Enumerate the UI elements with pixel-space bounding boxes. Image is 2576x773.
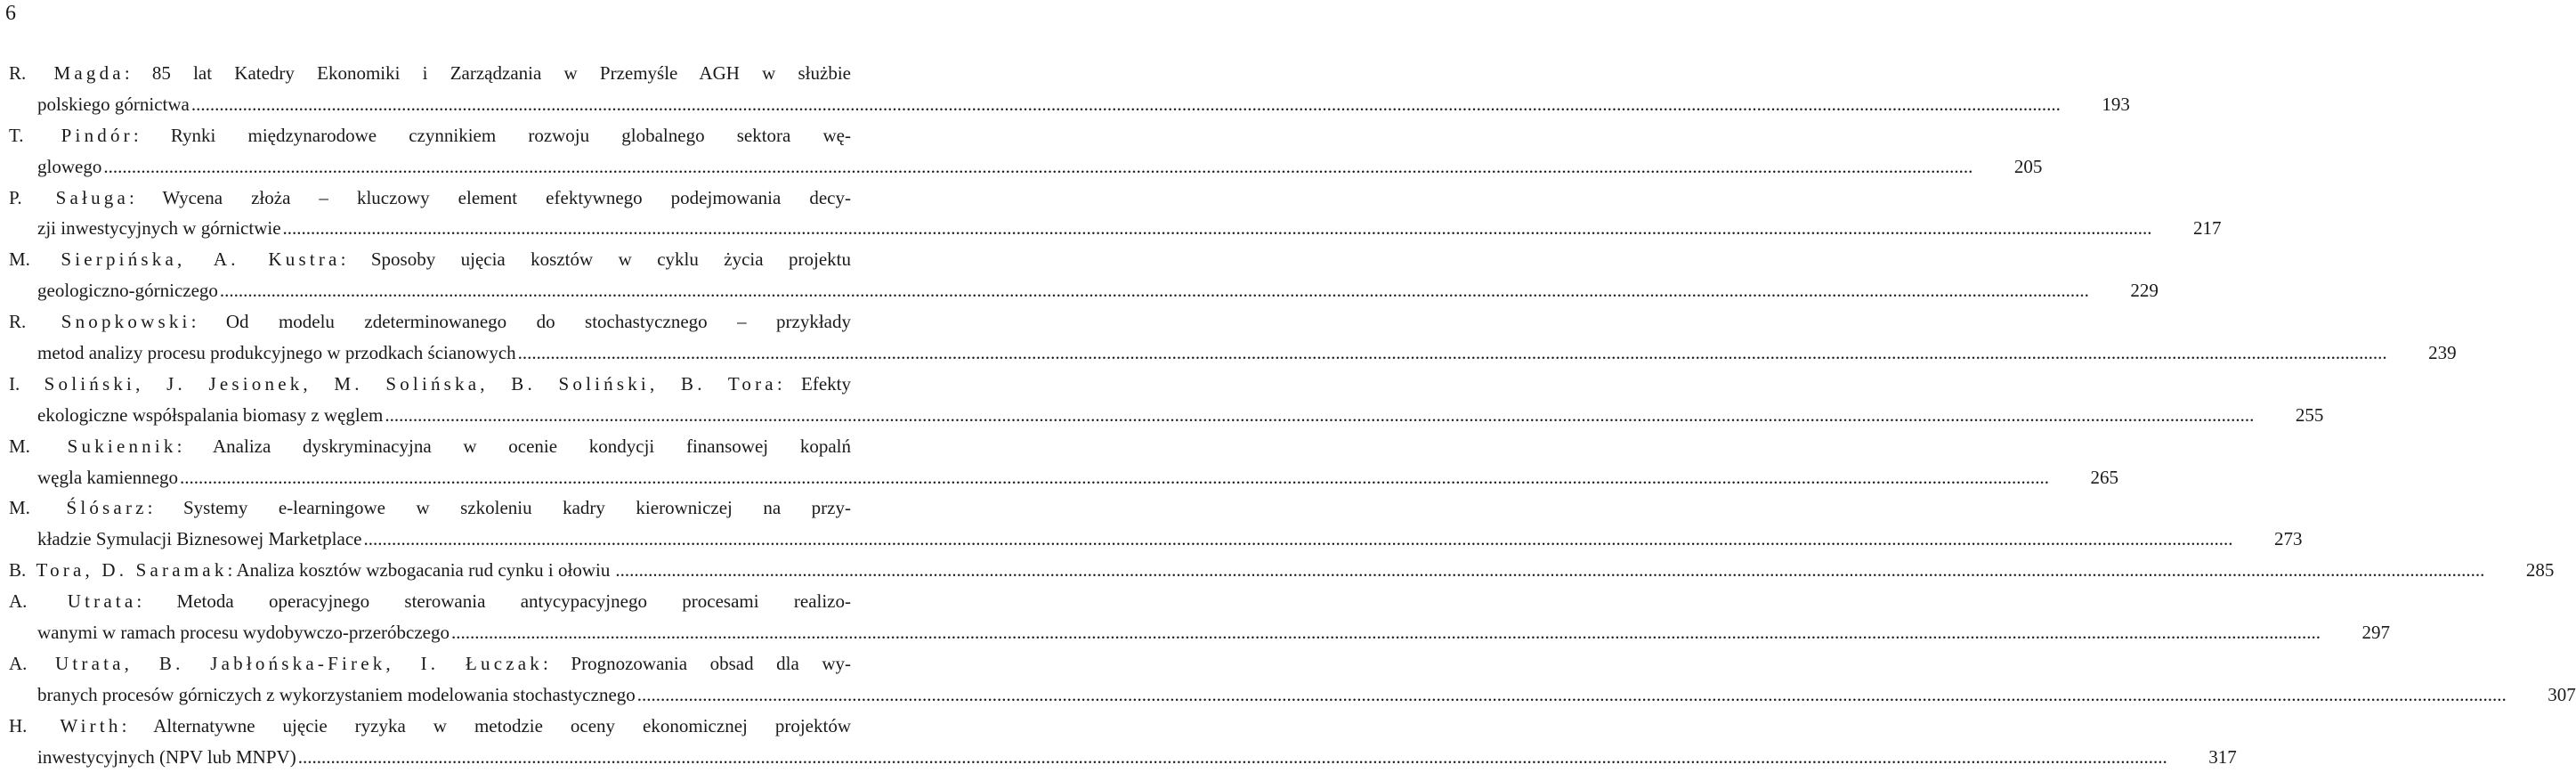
- page-ref: 265: [2090, 466, 2119, 488]
- entry-authors: Snopkowski: [61, 311, 191, 333]
- dot-leader: ................................................................................................................................................................................................................................................................................................................................................................................................................: [180, 466, 2050, 488]
- toc-entry-leader-line: [9, 462, 2119, 493]
- dot-leader: ................................................................................................................................................................................................................................................................................................................................................................................................................: [219, 280, 2089, 302]
- entry-title-tail: glowego: [37, 155, 102, 177]
- entry-authors: Wirth: [60, 714, 122, 736]
- entry-first-line: [9, 120, 851, 151]
- entry-initial: A.: [9, 652, 50, 674]
- dot-leader: ................................................................................................................................................................................................................................................................................................................................................................................................................: [385, 403, 2255, 426]
- dot-leader: ................................................................................................................................................................................................................................................................................................................................................................................................................: [190, 93, 2061, 115]
- toc-entry: [9, 369, 2324, 431]
- page-ref: 193: [2102, 93, 2130, 115]
- page-ref: 217: [2193, 217, 2222, 240]
- entry-title: : Efekty: [776, 372, 852, 395]
- entry-initial: T.: [9, 124, 56, 146]
- entry-title-tail: ekologiczne współspalania biomasy z węglem: [37, 403, 384, 426]
- entry-first-line: [9, 58, 851, 89]
- entry-initial: M.: [9, 248, 56, 271]
- entry-title: : Metoda operacyjnego sterowania antycypacyjnego procesami realizo-: [136, 590, 851, 613]
- page-ref: 285: [2525, 559, 2555, 582]
- entry-authors: Saługa: [55, 186, 130, 208]
- entry-first-line: [9, 555, 610, 586]
- toc-entry-leader-line: [9, 151, 2043, 183]
- toc-entry: [9, 183, 2222, 245]
- toc-entry-leader-line: [9, 617, 2390, 648]
- toc-entry: [9, 431, 2119, 493]
- entry-authors: Sierpińska, A. Kustra: [61, 248, 341, 271]
- entry-title-tail: węgla kamiennego: [37, 466, 179, 488]
- entry-title: : Od modelu zdeterminowanego do stochastycznego – przykłady: [190, 311, 851, 333]
- entry-title-tail: zji inwestycyjnych w górnictwie: [37, 217, 281, 240]
- entry-title-tail: kładzie Symulacji Biznesowej Marketplace: [37, 528, 362, 550]
- toc-entry-leader-line: [9, 524, 2303, 555]
- page-ref: 317: [2208, 745, 2237, 768]
- entry-title: : Analiza kosztów wzbogacania rud cynku i ołowiu: [227, 559, 611, 582]
- toc-entry-leader-line: [9, 400, 2324, 431]
- entry-title: : Prognozowania obsad dla wy-: [543, 652, 852, 674]
- toc-entry: [9, 711, 2237, 773]
- entry-first-line: [9, 431, 851, 462]
- toc-entry: [9, 306, 2457, 369]
- entry-first-line: [9, 492, 851, 524]
- page-ref: 239: [2428, 342, 2457, 364]
- entry-initial: R.: [9, 311, 56, 333]
- toc-entry: [9, 586, 2390, 648]
- toc-entry-leader-line: [9, 555, 2555, 586]
- page-ref: 307: [2548, 683, 2576, 705]
- toc-entry-leader-line: [9, 679, 2576, 711]
- toc-entry: [9, 244, 2159, 306]
- entry-initial: P.: [9, 186, 51, 208]
- toc-entry: [9, 555, 2555, 586]
- entry-first-line: [9, 369, 851, 400]
- toc-entry-leader-line: [9, 275, 2159, 306]
- table-of-contents: [9, 58, 2576, 772]
- entry-title-tail: polskiego górnictwa: [37, 93, 190, 115]
- toc-entry: [9, 648, 2576, 711]
- entry-authors: Sukiennik: [67, 435, 177, 457]
- entry-first-line: [9, 648, 851, 679]
- entry-authors: Utrata: [67, 590, 137, 613]
- entry-title-tail: metod analizy procesu produkcyjnego w przodkach ścianowych: [37, 342, 516, 364]
- entry-title: : Analiza dyskryminacyjna w ocenie kondycji finansowej kopalń: [176, 435, 851, 457]
- dot-leader: ................................................................................................................................................................................................................................................................................................................................................................................................................: [282, 217, 2152, 240]
- entry-authors: Utrata, B. Jabłońska-Firek, I. Łuczak: [54, 652, 544, 674]
- entry-first-line: [9, 244, 851, 275]
- entry-initial: I.: [9, 372, 39, 395]
- toc-entry-leader-line: [9, 213, 2222, 244]
- page-ref: 297: [2361, 622, 2390, 644]
- toc-entry-leader-line: [9, 742, 2237, 773]
- entry-authors: Ślósarz: [66, 497, 148, 519]
- dot-leader: ................................................................................................................................................................................................................................................................................................................................................................................................................: [103, 155, 1973, 177]
- entry-first-line: [9, 586, 851, 617]
- toc-entry-leader-line: [9, 338, 2457, 369]
- toc-entry-leader-line: [9, 89, 2130, 120]
- page-ref: 229: [2130, 280, 2159, 302]
- dot-leader: ................................................................................................................................................................................................................................................................................................................................................................................................................: [615, 559, 2485, 582]
- toc-entry: [9, 120, 2043, 183]
- entry-initial: R.: [9, 62, 49, 84]
- entry-title-tail: geologiczno-górniczego: [37, 280, 218, 302]
- page-ref: 273: [2273, 528, 2303, 550]
- dot-leader: ................................................................................................................................................................................................................................................................................................................................................................................................................: [636, 683, 2507, 705]
- dot-leader: ................................................................................................................................................................................................................................................................................................................................................................................................................: [450, 622, 2321, 644]
- toc-entry: [9, 58, 2130, 120]
- entry-initial: B.: [9, 559, 31, 582]
- entry-title: : Wycena złoża – kluczowy element efektywnego podejmowania decy-: [129, 186, 851, 208]
- entry-title-tail: inwestycyjnych (NPV lub MNPV): [37, 745, 296, 768]
- dot-leader: ................................................................................................................................................................................................................................................................................................................................................................................................................: [363, 528, 2233, 550]
- toc-entry: [9, 492, 2303, 555]
- entry-authors: Soliński, J. Jesionek, M. Solińska, B. Soliński, B. Tora: [44, 372, 777, 395]
- entry-initial: A.: [9, 590, 62, 613]
- entry-initial: H.: [9, 714, 55, 736]
- entry-authors: Pindór: [61, 124, 134, 146]
- entry-title: : Systemy e-learningowe w szkoleniu kadry kierowniczej na przy-: [147, 497, 851, 519]
- entry-authors: Magda: [53, 62, 125, 84]
- entry-title-tail: wanymi w ramach procesu wydobywczo-przeróbczego: [37, 622, 450, 644]
- entry-title: : Rynki międzynarodowe czynnikiem rozwoju globalnego sektora wę-: [133, 124, 851, 146]
- entry-title: : Alternatywne ujęcie ryzyka w metodzie oceny ekonomicznej projektów: [121, 714, 851, 736]
- entry-title: : 85 lat Katedry Ekonomiki i Zarządzania w Przemyśle AGH w służbie: [124, 62, 851, 84]
- entry-authors: Tora, D. Saramak: [36, 559, 228, 582]
- entry-initial: M.: [9, 497, 61, 519]
- page-ref: 205: [2013, 155, 2043, 177]
- page-number: 6: [5, 2, 16, 25]
- entry-title: : Sposoby ujęcia kosztów w cyklu życia projektu: [340, 248, 851, 271]
- entry-first-line: [9, 711, 851, 742]
- dot-leader: ................................................................................................................................................................................................................................................................................................................................................................................................................: [517, 342, 2387, 364]
- entry-initial: M.: [9, 435, 62, 457]
- entry-first-line: [9, 183, 851, 214]
- page-ref: 255: [2295, 403, 2324, 426]
- dot-leader: ................................................................................................................................................................................................................................................................................................................................................................................................................: [297, 745, 2167, 768]
- entry-first-line: [9, 306, 851, 338]
- entry-title-tail: branych procesów górniczych z wykorzystaniem modelowania stochastycznego: [37, 683, 636, 705]
